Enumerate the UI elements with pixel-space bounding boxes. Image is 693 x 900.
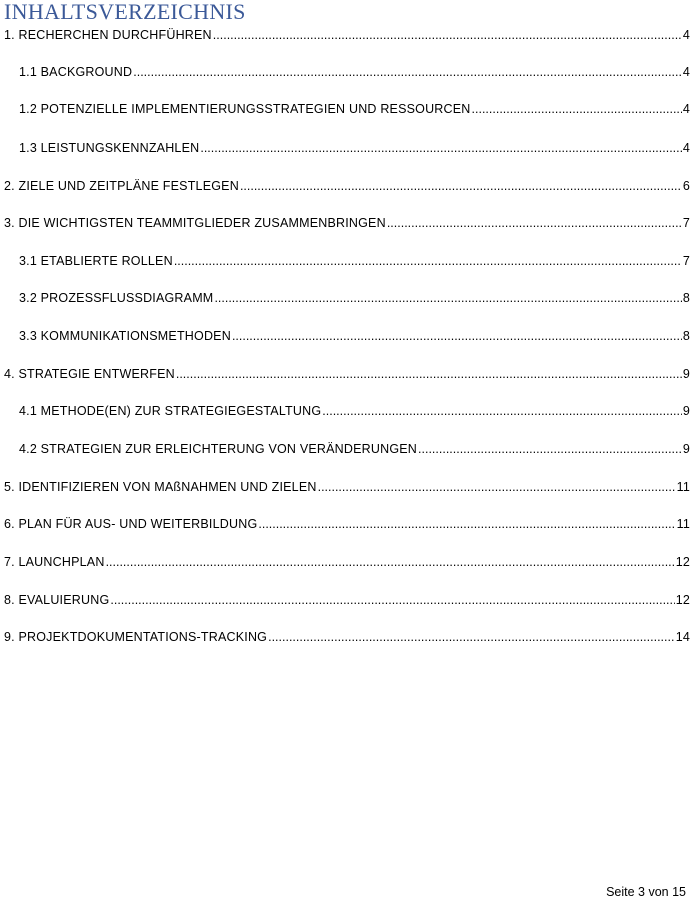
toc-dot-leader [232,328,682,344]
toc-entry-5[interactable] [4,479,690,495]
toc-entry-page: 8 [682,291,690,305]
toc-entry-page: 7 [682,254,690,268]
toc-entry-9[interactable] [4,629,690,645]
toc-entry-4-2[interactable] [19,441,690,457]
toc-entry-page: 12 [675,555,690,569]
toc-dot-leader [318,479,676,495]
toc-dot-leader [418,441,682,457]
toc-entry-label: 4.1 METHODE(EN) ZUR STRATEGIEGESTALTUNG [19,404,322,418]
toc-entry-label: 3.2 PROZESSFLUSSDIAGRAMM [19,291,214,305]
toc-entry-page: 14 [675,630,690,644]
toc-entry-4-1[interactable] [19,403,690,419]
toc-entry-label: 8. EVALUIERUNG [4,593,110,607]
toc-entry-page: 4 [682,102,690,116]
toc-entry-label: 1.3 LEISTUNGSKENNZAHLEN [19,141,200,155]
toc-entry-label: 3. DIE WICHTIGSTEN TEAMMITGLIEDER ZUSAMMENBRINGEN [4,216,386,230]
page-footer: Seite 3 von 15 [606,885,686,899]
toc-dot-leader [110,592,674,608]
toc-entry-label: 9. PROJEKTDOKUMENTATIONS-TRACKING [4,630,268,644]
toc-dot-leader [176,366,682,382]
toc-entry-label: 1.2 POTENZIELLE IMPLEMENTIERUNGSSTRATEGIEN UND RESSOURCEN [19,102,471,116]
toc-entry-3-2[interactable] [19,290,690,306]
toc-dot-leader [133,64,682,80]
toc-entry-2[interactable] [4,178,690,194]
toc-entry-1-1[interactable] [19,64,690,80]
toc-entry-label: 1.1 BACKGROUND [19,65,133,79]
toc-dot-leader [174,253,682,269]
toc-entry-label: 3.3 KOMMUNIKATIONSMETHODEN [19,329,231,343]
toc-entry-1[interactable] [4,27,690,43]
toc-entry-label: 5. IDENTIFIZIEREN VON MAßNAHMEN UND ZIELEN [4,480,317,494]
toc-dot-leader [387,215,682,231]
toc-dot-leader [106,554,675,570]
toc-dot-leader [213,27,682,43]
toc-dot-leader [472,101,682,117]
toc-dot-leader [258,516,675,532]
toc-entry-6[interactable] [4,516,690,532]
toc-entry-page: 4 [682,65,690,79]
toc-entry-label: 7. LAUNCHPLAN [4,555,105,569]
toc-dot-leader [200,140,681,156]
toc-entry-page: 9 [682,404,690,418]
toc-entry-1-2[interactable] [19,101,690,117]
toc-dot-leader [322,403,682,419]
toc-entry-1-3[interactable] [19,140,690,156]
toc-entry-page: 4 [682,28,690,42]
toc-entry-label: 1. RECHERCHEN DURCHFÜHREN [4,28,212,42]
toc-dot-leader [240,178,682,194]
toc-title: INHALTSVERZEICHNIS [4,0,246,24]
toc-entry-3-1[interactable] [19,253,690,269]
toc-entry-page: 6 [682,179,690,193]
toc-entry-page: 9 [682,442,690,456]
toc-entry-page: 9 [682,367,690,381]
toc-entry-3[interactable] [4,215,690,231]
toc-dot-leader [268,629,675,645]
toc-entry-label: 2. ZIELE UND ZEITPLÄNE FESTLEGEN [4,179,239,193]
toc-entry-4[interactable] [4,366,690,382]
toc-entry-label: 3.1 ETABLIERTE ROLLEN [19,254,173,268]
toc-entry-page: 8 [682,329,690,343]
toc-dot-leader [214,290,681,306]
toc-entry-7[interactable] [4,554,690,570]
toc-entry-page: 4 [682,141,690,155]
toc-entry-page: 11 [676,517,690,531]
toc-entry-page: 11 [676,480,690,494]
toc-entry-3-3[interactable] [19,328,690,344]
toc-entry-page: 7 [682,216,690,230]
toc-entry-page: 12 [675,593,690,607]
toc-entry-8[interactable] [4,592,690,608]
toc-entry-label: 6. PLAN FÜR AUS- UND WEITERBILDUNG [4,517,258,531]
toc-entry-label: 4.2 STRATEGIEN ZUR ERLEICHTERUNG VON VERÄNDERUNGEN [19,442,418,456]
toc-entry-label: 4. STRATEGIE ENTWERFEN [4,367,175,381]
